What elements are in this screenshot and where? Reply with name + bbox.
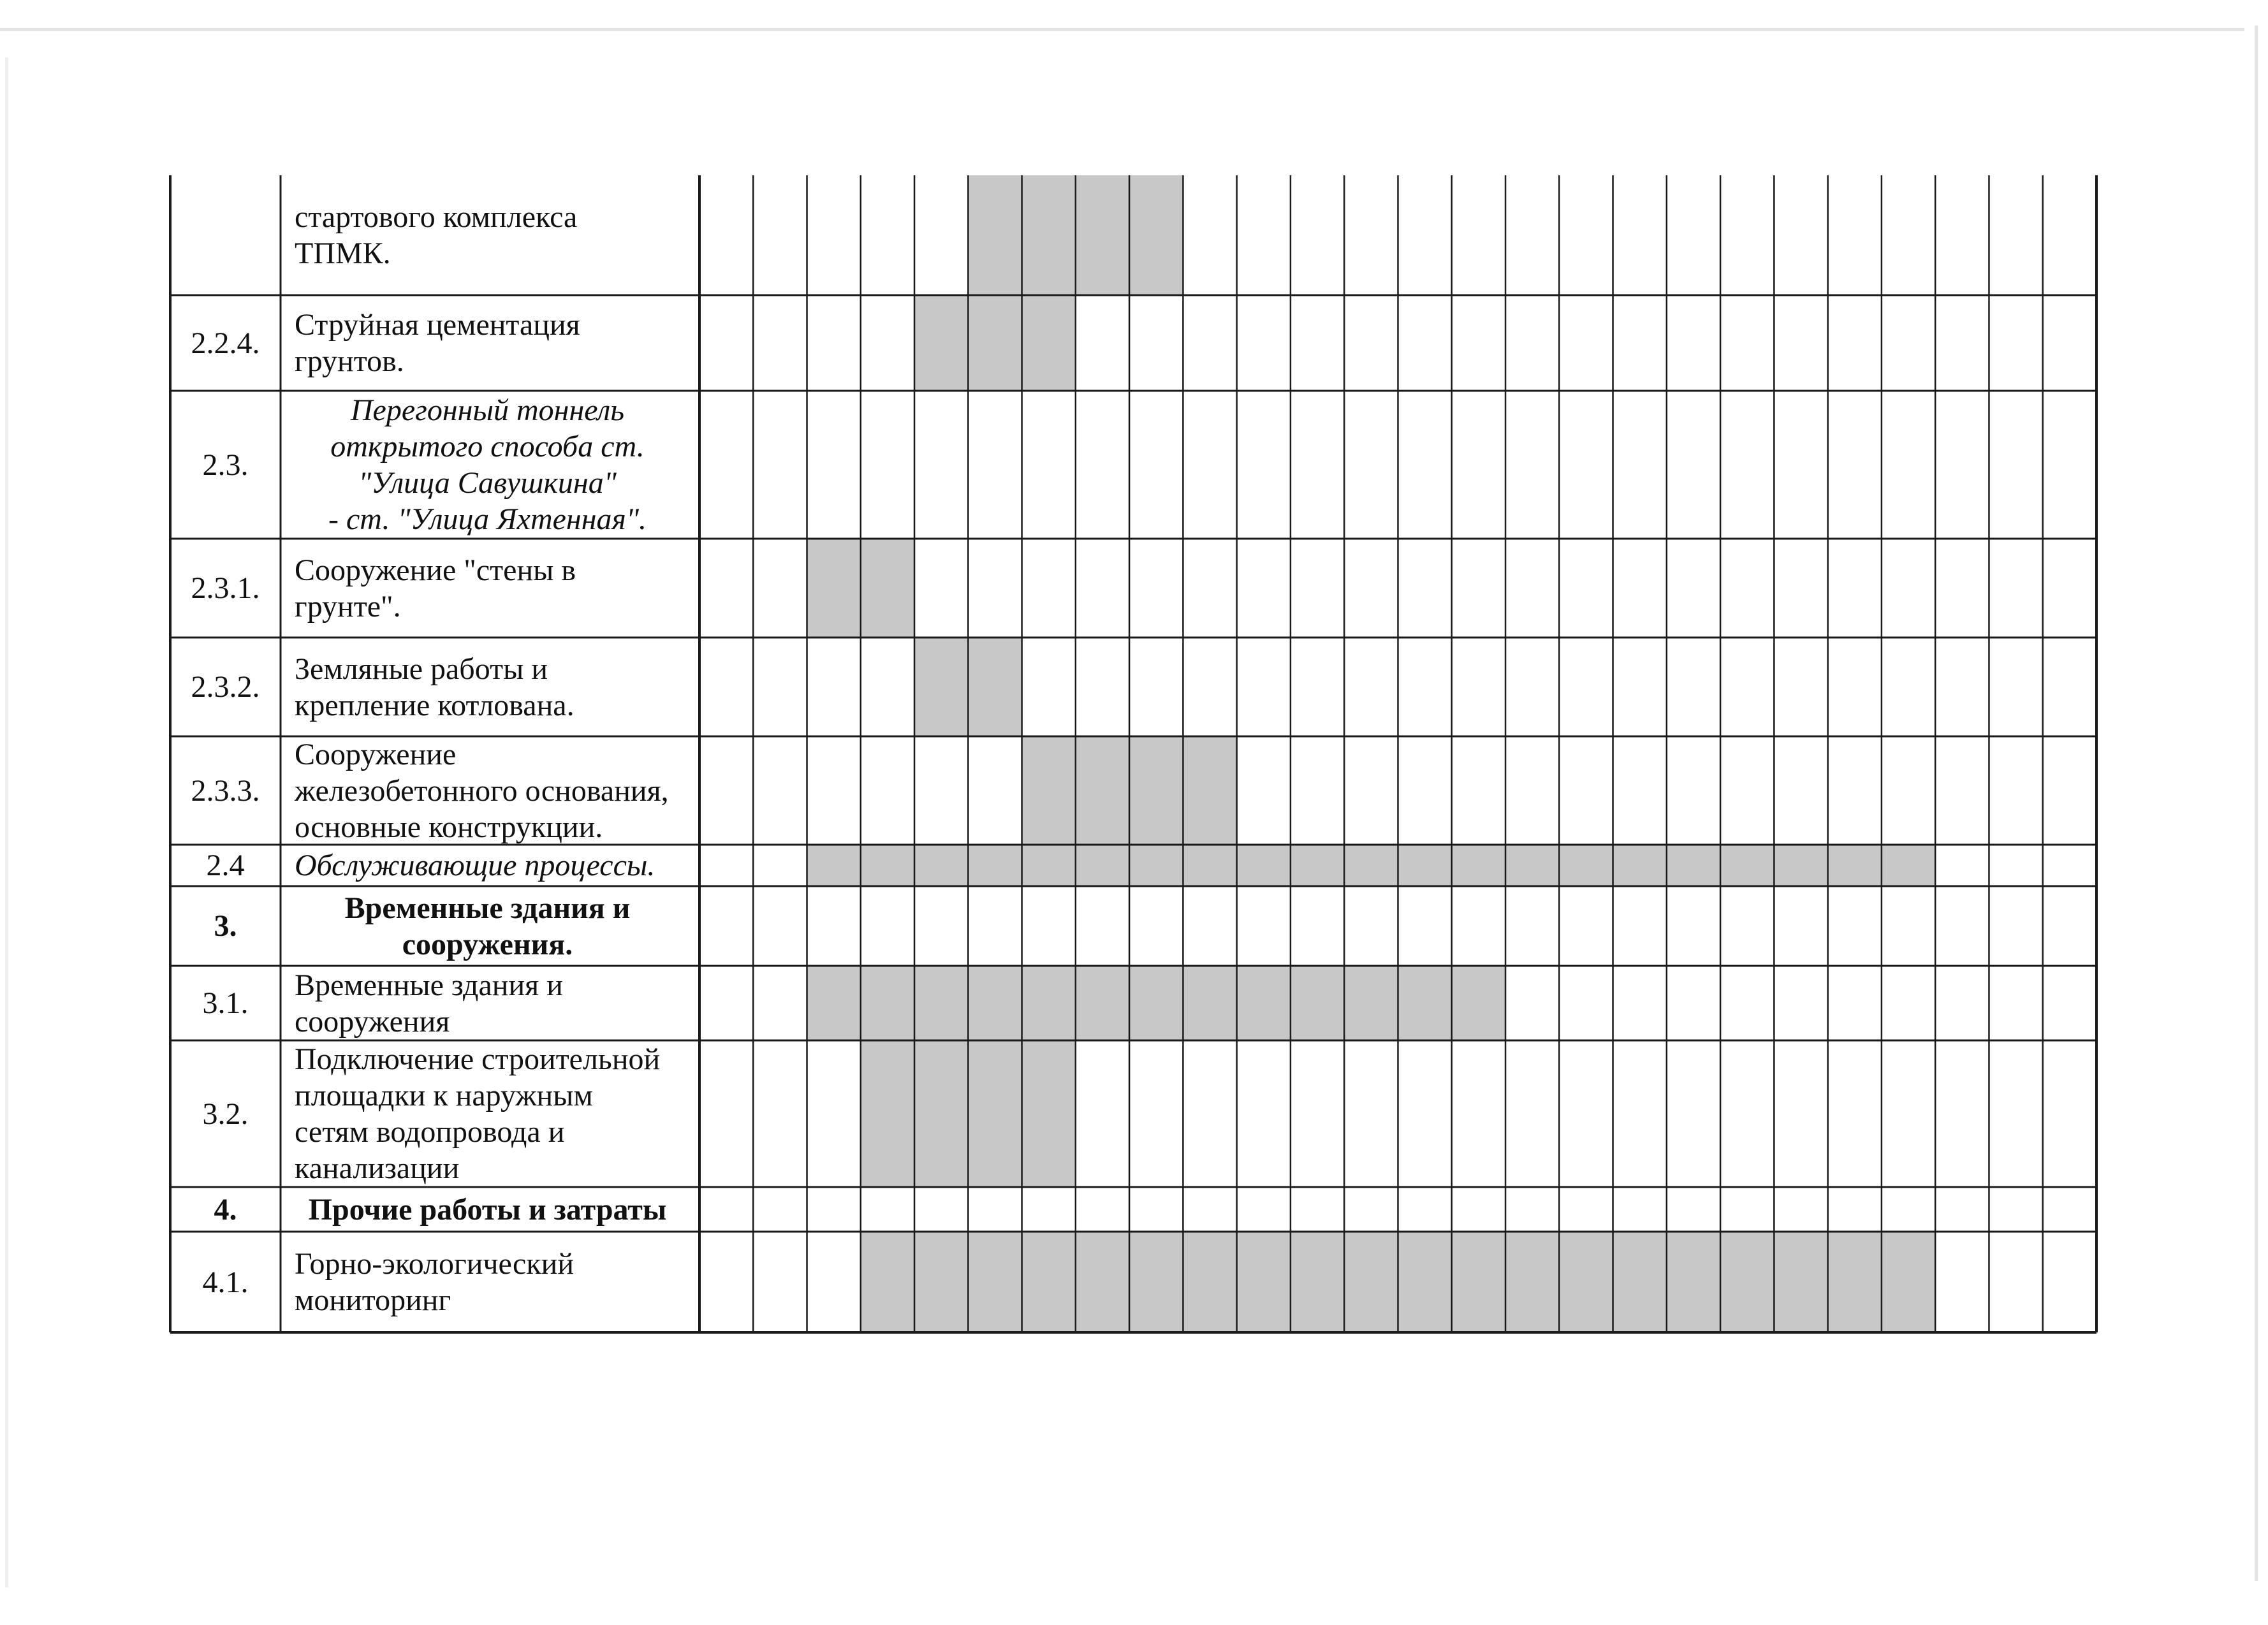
gantt-bar-cell bbox=[1774, 1232, 1827, 1332]
gantt-bar-cell bbox=[1344, 1232, 1398, 1332]
gantt-bar-cell bbox=[1344, 966, 1398, 1040]
task-name bbox=[281, 1232, 699, 1332]
gantt-bar-cell bbox=[807, 539, 861, 638]
gantt-bar-cell bbox=[1828, 1232, 1882, 1332]
gantt-bar-cell bbox=[1076, 1232, 1129, 1332]
task-name-line: Подключение строительной bbox=[295, 1042, 661, 1076]
gantt-bar-cell bbox=[1667, 1232, 1720, 1332]
gantt-bar-cell bbox=[1237, 966, 1291, 1040]
gantt-bar-cell bbox=[1129, 1232, 1183, 1332]
gantt-bar-cell bbox=[1398, 966, 1452, 1040]
task-name-line: Обслуживающие процессы. bbox=[295, 849, 655, 882]
gantt-bar-cell bbox=[1452, 966, 1505, 1040]
task-name bbox=[281, 1187, 699, 1232]
gantt-bar-cell bbox=[1076, 845, 1129, 886]
task-name bbox=[281, 539, 699, 638]
gantt-bar-cell bbox=[1291, 1232, 1344, 1332]
gantt-bar-cell bbox=[807, 966, 861, 1040]
gantt-bar-cell bbox=[1237, 845, 1291, 886]
row-number: 2.3. bbox=[202, 448, 249, 482]
gantt-bar-cell bbox=[1183, 736, 1236, 845]
gantt-bar-cell bbox=[1559, 1232, 1613, 1332]
gantt-bar-cell bbox=[914, 1040, 968, 1187]
gantt-bar-cell bbox=[1022, 1040, 1076, 1187]
gantt-bar-cell bbox=[1022, 845, 1076, 886]
task-name bbox=[281, 886, 699, 966]
gantt-bar-cell bbox=[1452, 845, 1505, 886]
task-name-line: стартового комплекса bbox=[295, 200, 578, 234]
gantt-bar-cell bbox=[1129, 175, 1183, 295]
task-name bbox=[281, 736, 699, 845]
gantt-bar-cell bbox=[1505, 845, 1559, 886]
row-number: 4.1. bbox=[202, 1265, 249, 1299]
task-name-line: открытого способа ст. bbox=[330, 430, 645, 463]
gantt-bar-cell bbox=[1613, 1232, 1667, 1332]
gantt-bar-cell bbox=[1076, 175, 1129, 295]
row-number: 2.2.4. bbox=[191, 326, 260, 360]
task-name-line: Струйная цементация bbox=[295, 308, 580, 342]
gantt-bar-cell bbox=[1398, 845, 1452, 886]
gantt-bar-cell bbox=[1559, 845, 1613, 886]
gantt-bar-cell bbox=[968, 845, 1021, 886]
task-name-line: Временные здания и bbox=[295, 968, 563, 1002]
task-name-line: грунте". bbox=[295, 589, 401, 623]
shaded-periods bbox=[807, 175, 1936, 1332]
row-number: 2.3.3. bbox=[191, 773, 260, 808]
task-name-line: сооружения. bbox=[402, 927, 573, 961]
gantt-bar-cell bbox=[1398, 1232, 1452, 1332]
gantt-bar-cell bbox=[1022, 1232, 1076, 1332]
task-name-line: ТПМК. bbox=[295, 237, 391, 270]
gantt-bar-cell bbox=[861, 845, 914, 886]
gantt-bar-cell bbox=[968, 175, 1021, 295]
task-name-line: Прочие работы и затраты bbox=[308, 1192, 667, 1227]
gantt-bar-cell bbox=[1667, 845, 1720, 886]
row-number: 2.4 bbox=[206, 849, 245, 882]
row-number: 2.3.1. bbox=[191, 571, 260, 605]
task-name bbox=[281, 295, 699, 391]
task-name-line: канализации bbox=[295, 1151, 460, 1185]
gantt-bar-cell bbox=[1129, 966, 1183, 1040]
gantt-bar-cell bbox=[1452, 1232, 1505, 1332]
gantt-bar-cell bbox=[914, 845, 968, 886]
task-name-line: Земляные работы и bbox=[295, 652, 548, 686]
row-number: 4. bbox=[214, 1192, 237, 1227]
task-name-line: сооружения bbox=[295, 1004, 450, 1038]
gantt-bar-cell bbox=[968, 638, 1021, 736]
task-name-line: сетям водопровода и bbox=[295, 1115, 565, 1149]
gantt-bar-cell bbox=[1129, 736, 1183, 845]
row-number: 3.1. bbox=[202, 986, 249, 1020]
gantt-bar-cell bbox=[914, 966, 968, 1040]
gantt-bar-cell bbox=[1022, 175, 1076, 295]
gantt-bar-cell bbox=[1076, 966, 1129, 1040]
task-name bbox=[281, 638, 699, 736]
gantt-bar-cell bbox=[1129, 845, 1183, 886]
gantt-bar-cell bbox=[861, 539, 914, 638]
task-name-line: "Улица Савушкина" bbox=[358, 466, 617, 500]
gantt-bar-cell bbox=[1828, 845, 1882, 886]
gantt-bar-cell bbox=[968, 1040, 1021, 1187]
task-name bbox=[281, 966, 699, 1040]
gantt-bar-cell bbox=[861, 1232, 914, 1332]
task-name-line: мониторинг bbox=[295, 1283, 451, 1317]
task-name-line: Сооружение "стены в bbox=[295, 553, 576, 587]
task-name-line: Сооружение bbox=[295, 737, 457, 771]
gantt-bar-cell bbox=[1774, 845, 1827, 886]
gantt-bar-cell bbox=[914, 295, 968, 391]
task-name-line: - ст. "Улица Яхтенная". bbox=[328, 502, 647, 536]
gantt-bar-cell bbox=[1183, 966, 1236, 1040]
task-name bbox=[281, 845, 699, 886]
gantt-bar-cell bbox=[914, 1232, 968, 1332]
task-name-line: основные конструкции. bbox=[295, 810, 603, 844]
task-name-line: железобетонного основания, bbox=[295, 773, 669, 808]
gantt-bar-cell bbox=[1183, 1232, 1236, 1332]
task-name-line: площадки к наружным bbox=[295, 1079, 593, 1112]
gantt-bar-cell bbox=[968, 295, 1021, 391]
task-name bbox=[281, 1040, 699, 1187]
task-name bbox=[281, 391, 699, 539]
gantt-bar-cell bbox=[1237, 1232, 1291, 1332]
gantt-bar-cell bbox=[1720, 845, 1774, 886]
gantt-bar-cell bbox=[807, 845, 861, 886]
task-name-line: крепление котлована. bbox=[295, 688, 574, 722]
gantt-bar-cell bbox=[1022, 736, 1076, 845]
gantt-bar-cell bbox=[968, 1232, 1021, 1332]
task-name-line: Перегонный тоннель bbox=[350, 393, 625, 427]
gantt-bar-cell bbox=[1882, 845, 1935, 886]
row-number: 3.2. bbox=[202, 1097, 249, 1131]
row-number bbox=[170, 175, 281, 295]
gantt-bar-cell bbox=[861, 1040, 914, 1187]
gantt-bar-cell bbox=[1291, 845, 1344, 886]
gantt-bar-cell bbox=[1022, 295, 1076, 391]
row-number: 3. bbox=[214, 909, 237, 943]
gantt-bar-cell bbox=[1344, 845, 1398, 886]
task-name-line: Горно-экологический bbox=[295, 1247, 574, 1281]
gantt-bar-cell bbox=[914, 638, 968, 736]
task-name-line: Временные здания и bbox=[344, 891, 631, 925]
gantt-bar-cell bbox=[861, 966, 914, 1040]
gantt-bar-cell bbox=[1613, 845, 1667, 886]
gantt-bar-cell bbox=[1076, 736, 1129, 845]
gantt-bar-cell bbox=[1720, 1232, 1774, 1332]
gantt-bar-cell bbox=[1505, 1232, 1559, 1332]
gantt-bar-cell bbox=[968, 966, 1021, 1040]
gantt-bar-cell bbox=[1183, 845, 1236, 886]
task-name bbox=[281, 175, 699, 295]
gantt-bar-cell bbox=[1022, 966, 1076, 1040]
gantt-bar-cell bbox=[1882, 1232, 1935, 1332]
task-name-line: грунтов. bbox=[295, 344, 404, 378]
row-number: 2.3.2. bbox=[191, 670, 260, 704]
gantt-bar-cell bbox=[1291, 966, 1344, 1040]
